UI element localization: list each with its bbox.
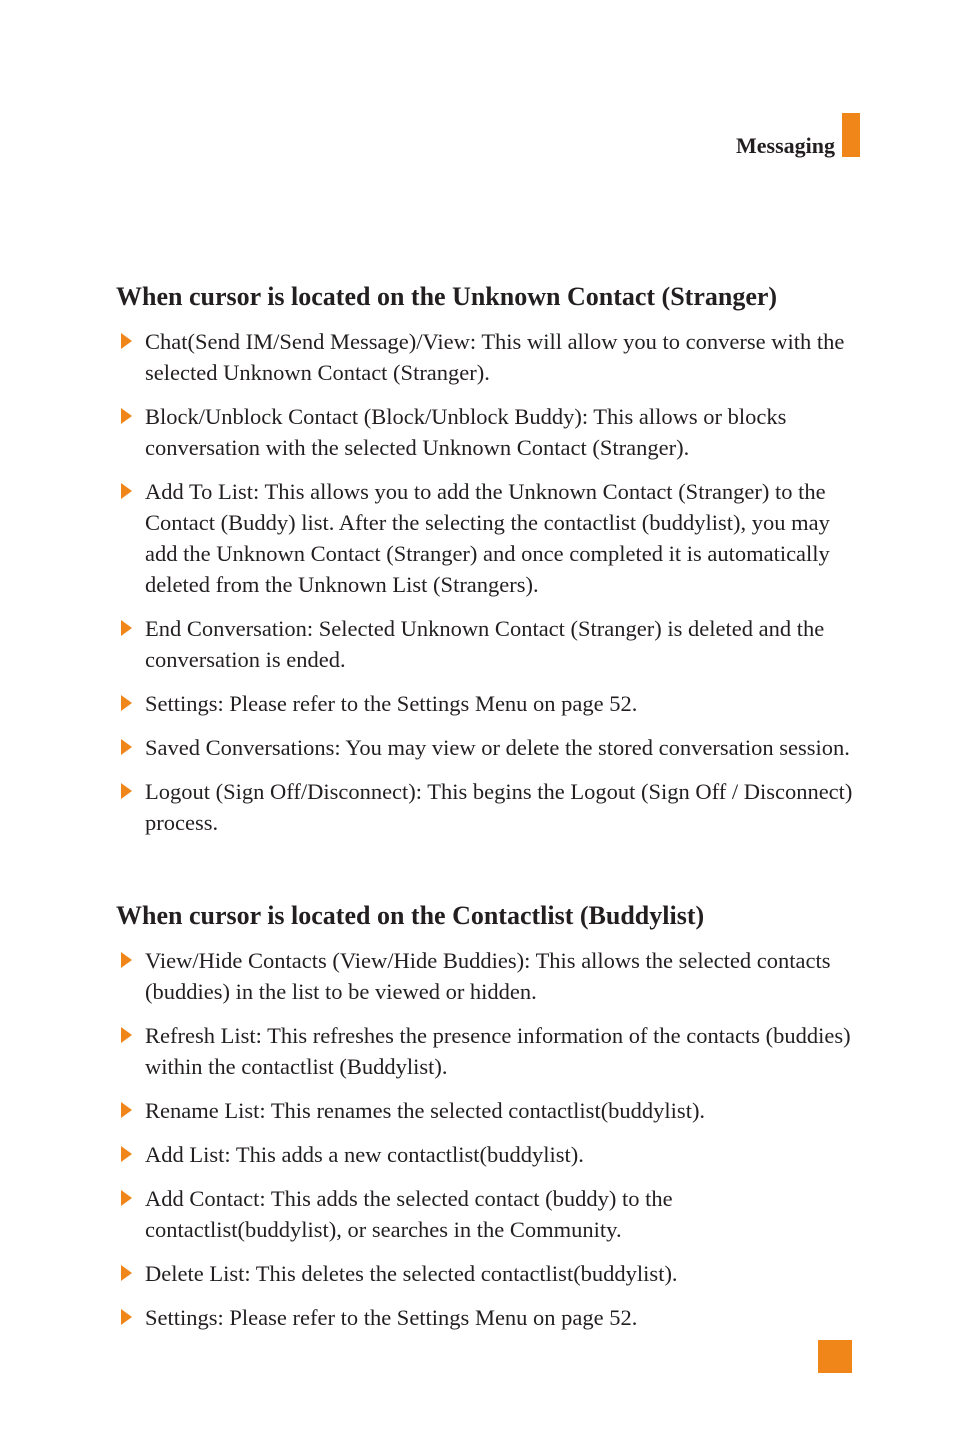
section-contactlist [116, 900, 862, 1333]
bullet-arrow-icon [121, 783, 132, 799]
bullet-arrow-icon [121, 1027, 132, 1043]
bullet-arrow-icon [121, 952, 132, 968]
list-item: Delete List: This deletes the selected contactlist(buddylist). [116, 1258, 862, 1289]
section-unknown-contact [116, 281, 862, 838]
bullet-arrow-icon [121, 408, 132, 424]
bullet-arrow-icon [121, 483, 132, 499]
running-header-section: Messaging [736, 133, 835, 158]
section-title: When cursor is located on the Contactlist (Buddylist) [116, 901, 705, 930]
section-title: When cursor is located on the Unknown Contact (Stranger) [116, 282, 778, 311]
bullet-arrow-icon [121, 1146, 132, 1162]
list-item: Saved Conversations: You may view or delete the stored conversation session. [116, 732, 862, 763]
list-item: Rename List: This renames the selected contactlist(buddylist). [116, 1095, 862, 1126]
list-item: Settings: Please refer to the Settings Menu on page 52. [116, 1302, 862, 1333]
bullet-arrow-icon [121, 333, 132, 349]
option-list [116, 326, 862, 838]
bullet-arrow-icon [121, 739, 132, 755]
bullet-arrow-icon [121, 695, 132, 711]
list-item: Add To List: This allows you to add the Unknown Contact (Stranger) to the Contact (Buddy) list. After the selecting the contactlist (buddylist), you may add the Unknown Contact (Stranger) and once completed it is automatically deleted from the Unknown List (Strangers). [116, 476, 862, 600]
bullet-arrow-icon [121, 1190, 132, 1206]
list-item: Add Contact: This adds the selected contact (buddy) to the contactlist(buddylist), or searches in the Community. [116, 1183, 862, 1245]
section-tab-marker [842, 113, 860, 157]
list-item: End Conversation: Selected Unknown Contact (Stranger) is deleted and the conversation is ended. [116, 613, 862, 675]
option-list [116, 945, 862, 1333]
bullet-arrow-icon [121, 1265, 132, 1281]
bullet-arrow-icon [121, 1309, 132, 1325]
bullet-arrow-icon [121, 620, 132, 636]
list-item: Add List: This adds a new contactlist(buddylist). [116, 1139, 862, 1170]
bullet-arrow-icon [121, 1102, 132, 1118]
page-corner-marker [818, 1340, 852, 1373]
list-item: Logout (Sign Off/Disconnect): This begins the Logout (Sign Off / Disconnect) process. [116, 776, 862, 838]
list-item: Block/Unblock Contact (Block/Unblock Buddy): This allows or blocks conversation with the selected Unknown Contact (Stranger). [116, 401, 862, 463]
list-item: Settings: Please refer to the Settings Menu on page 52. [116, 688, 862, 719]
list-item: Refresh List: This refreshes the presence information of the contacts (buddies) within the contactlist (Buddylist). [116, 1020, 862, 1082]
list-item: View/Hide Contacts (View/Hide Buddies): This allows the selected contacts (buddies) in the list to be viewed or hidden. [116, 945, 862, 1007]
list-item: Chat(Send IM/Send Message)/View: This will allow you to converse with the selected Unknown Contact (Stranger). [116, 326, 862, 388]
